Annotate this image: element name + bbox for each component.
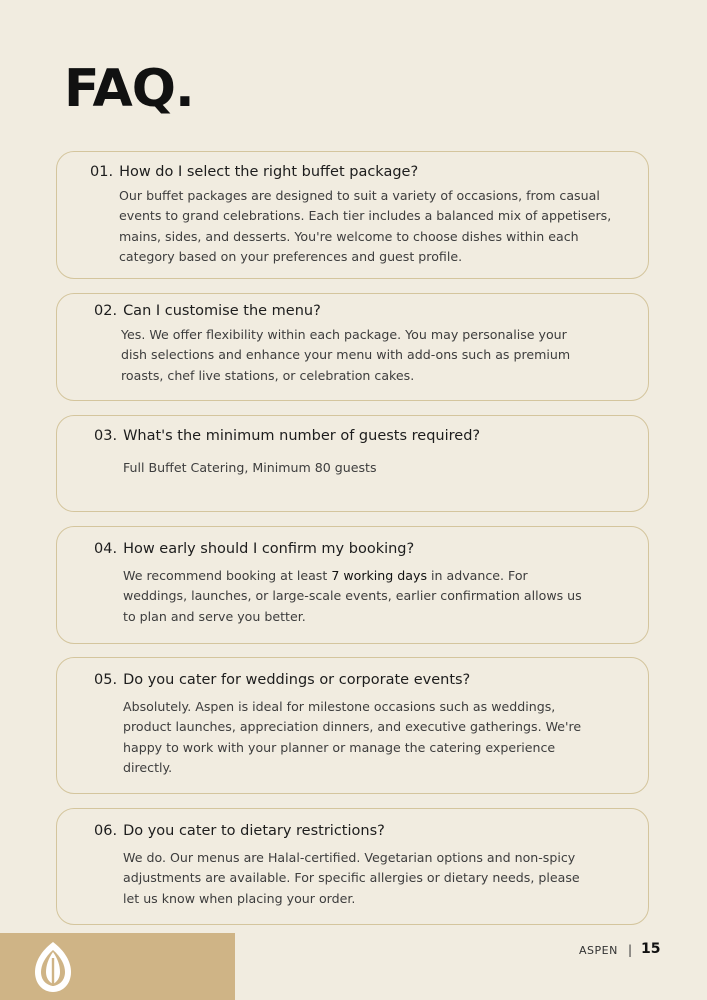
faq-answer-2	[121, 325, 570, 386]
faq-answer-3	[123, 458, 377, 478]
faq-question-text-3: What's the minimum number of guests required?	[123, 428, 481, 444]
answer-line: Our buffet packages are designed to suit a variety of occasions, from casual	[119, 188, 600, 203]
faq-question-text-5: Do you cater for weddings or corporate events?	[123, 672, 471, 688]
faq-question-4	[94, 541, 414, 557]
faq-question-text-2: Can I customise the menu?	[123, 303, 321, 319]
answer-line: happy to work with your planner or manage the catering experience	[123, 739, 556, 755]
faq-number-3: 03.	[94, 428, 118, 444]
faq-question-5	[94, 672, 470, 688]
answer-line: category based on your preferences and guest profile.	[119, 248, 463, 264]
leaf-icon	[32, 940, 74, 994]
answer-line	[123, 566, 582, 586]
answer-line: weddings, launches, or large-scale events, earlier confirmation allows us	[123, 588, 582, 604]
faq-question-1	[90, 164, 418, 180]
footer-separator: |	[628, 943, 633, 957]
faq-question-6	[94, 823, 385, 839]
faq-number-5: 05.	[94, 672, 118, 688]
faq-question-text-1: How do I select the right buffet package?	[119, 164, 419, 180]
brand-name: ASPEN	[579, 944, 618, 957]
answer-line: let us know when placing your order.	[123, 890, 356, 906]
answer-line: Yes. We offer flexibility within each package. You may personalise your	[121, 327, 567, 342]
faq-number-2: 02.	[94, 303, 118, 319]
page-number: 15	[641, 941, 661, 957]
answer-suffix: in advance. For	[427, 568, 528, 583]
answer-line: product launches, appreciation dinners, and executive gatherings. We're	[123, 719, 582, 735]
answer-line: to plan and serve you better.	[123, 608, 306, 624]
answer-line: events to grand celebrations. Each tier includes a balanced mix of appetisers,	[119, 208, 612, 224]
answer-line: mains, sides, and desserts. You're welcome to choose dishes within each	[119, 228, 579, 244]
answer-emphasis: 7 working days	[331, 568, 428, 583]
answer-line: roasts, chef live stations, or celebration cakes.	[121, 367, 415, 383]
answer-prefix: We recommend booking at least	[123, 568, 332, 583]
page-title: FAQ.	[64, 59, 194, 119]
faq-question-text-4: How early should I confirm my booking?	[123, 541, 415, 557]
faq-question-3	[94, 428, 480, 444]
faq-answer-6	[123, 848, 580, 909]
answer-line: Absolutely. Aspen is ideal for milestone occasions such as weddings,	[123, 699, 556, 714]
answer-line: We do. Our menus are Halal-certified. Vegetarian options and non-spicy	[123, 850, 576, 865]
faq-number-6: 06.	[94, 823, 118, 839]
faq-answer-1	[119, 186, 611, 267]
faq-question-text-6: Do you cater to dietary restrictions?	[123, 823, 385, 839]
answer-line: Full Buffet Catering, Minimum 80 guests	[123, 460, 377, 475]
answer-line: adjustments are available. For specific allergies or dietary needs, please	[123, 870, 580, 886]
faq-answer-5	[123, 697, 581, 778]
answer-line: directly.	[123, 759, 173, 775]
answer-line: dish selections and enhance your menu with add-ons such as premium	[121, 347, 571, 363]
faq-answer-4	[123, 566, 582, 627]
faq-number-1: 01.	[90, 164, 114, 180]
faq-question-2	[94, 303, 321, 319]
faq-number-4: 04.	[94, 541, 118, 557]
